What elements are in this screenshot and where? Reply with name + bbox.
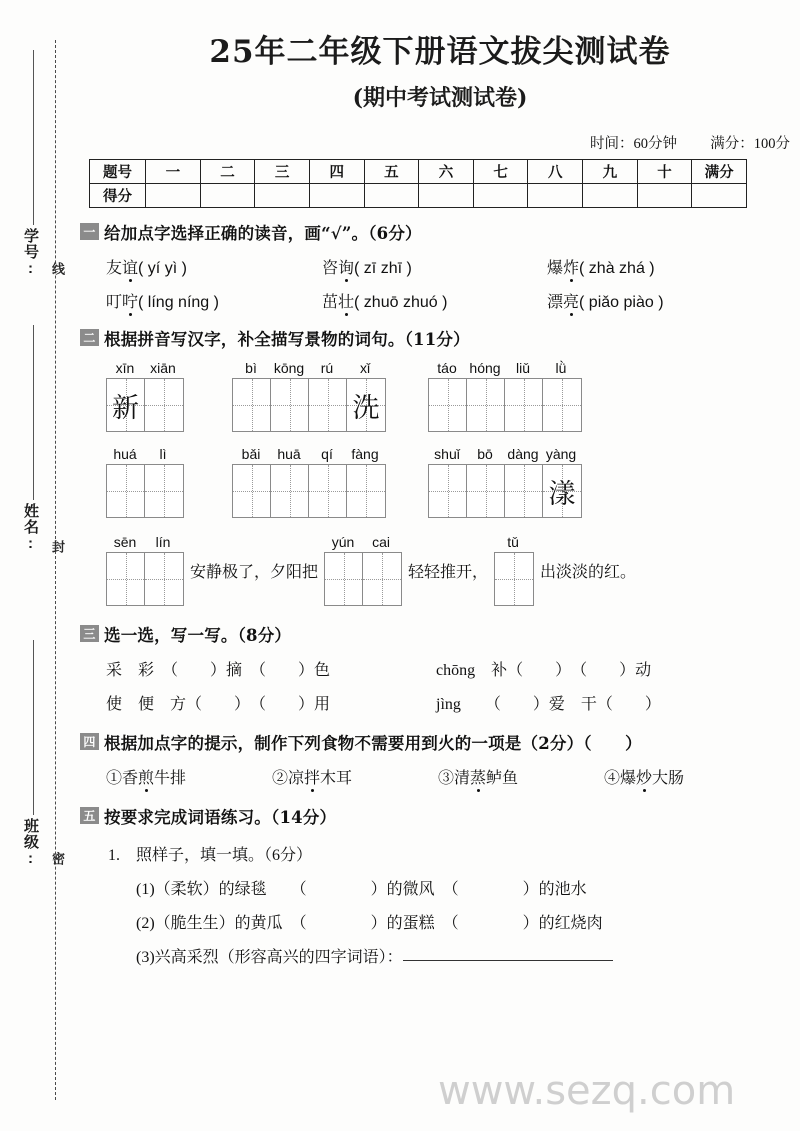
q4-option-2-label: ②凉: [272, 770, 305, 787]
q1-item-6-char-a: 漂: [547, 294, 564, 311]
q2-grid-r1-g1-cell-1[interactable]: [107, 379, 145, 431]
question-2-title: 根据拼音写汉字，补全描写景物的词句。（11分）: [104, 330, 470, 349]
q3-line-1-right[interactable]: chōng 补（ ） （ ）动: [436, 662, 652, 679]
q4-option-2[interactable]: [272, 765, 438, 788]
question-2-heading: [80, 326, 800, 350]
q2-grid-r1-g2-pinyin: [232, 360, 386, 376]
question-1-marker: 一: [80, 223, 99, 240]
margin-rule-line-3: [33, 640, 34, 815]
q4-option-4-dotted-char: 炒: [636, 770, 653, 787]
score-cell-4[interactable]: [309, 184, 364, 208]
q4-option-3-label: ③清: [438, 770, 471, 787]
score-cell-5[interactable]: [364, 184, 419, 208]
question-4-marker: 四: [80, 733, 99, 750]
q2-sentence-text-3: 出淡淡的红。: [540, 563, 637, 581]
score-row-label-number: 题号: [90, 160, 146, 184]
q1-item-2-char-a: 咨: [322, 260, 339, 277]
q2-sentence-grid-1-cell-1[interactable]: [107, 553, 145, 605]
q2-grid-r1-g2-cell-2[interactable]: [271, 379, 309, 431]
score-row-label-points: 得分: [90, 184, 146, 208]
question-4-options-row: [80, 765, 800, 788]
q2-grid-r1-g2-cell-1[interactable]: [233, 379, 271, 431]
q1-item-4-options[interactable]: ( líng níng ): [138, 294, 219, 311]
margin-field-class: 班级:: [22, 818, 39, 868]
score-col-1: 一: [146, 160, 201, 184]
score-table-row-scores: [90, 184, 747, 208]
q2-grid-r2-g1-cell-1[interactable]: [107, 465, 145, 517]
q2-grid-r2-g2-pinyin-2: huā: [277, 446, 301, 462]
q2-sentence-grid-1-pinyin: [106, 534, 184, 550]
q2-grid-r2-g3-pinyin-1: shuǐ: [434, 446, 460, 462]
page-title: 25年二年级下册语文拔尖测试卷: [209, 34, 671, 70]
q2-grid-r2-g2-cell-1[interactable]: [233, 465, 271, 517]
q2-grid-r1-g2-cell-3[interactable]: [309, 379, 347, 431]
page-subtitle: (期中考试测试卷): [352, 85, 528, 111]
q4-option-1-label: ①香: [106, 770, 139, 787]
question-5-title: 按要求完成词语练习。（14分）: [104, 808, 337, 827]
q2-grid-r1-g3-cell-3[interactable]: [505, 379, 543, 431]
question-1-row-1: [80, 255, 800, 278]
q2-grid-r1-g2-boxes: [232, 378, 386, 432]
q1-item-4-char-a: 叮: [106, 294, 123, 311]
q2-grid-r1-g1-pinyin-1: xīn: [115, 360, 135, 376]
q4-option-4-rest: 大肠: [652, 770, 685, 787]
q2-grid-r1-g3-pinyin-4: lǜ: [555, 360, 567, 376]
q2-grid-r2-g3-boxes: [428, 464, 582, 518]
q2-sentence-grid-2-pinyin-2: cai: [372, 534, 390, 550]
q1-item-5-char-a: 茁: [322, 294, 339, 311]
q1-item-1-options[interactable]: ( yí yì ): [138, 260, 187, 277]
q2-sentence-grid-1: [106, 534, 184, 606]
q1-item-1-char-b: 谊: [122, 260, 139, 277]
exam-total-label: 满分：100分: [710, 136, 790, 152]
q2-grid-r1-g3-pinyin: [428, 360, 582, 376]
q2-sentence-grid-3-cell-1[interactable]: [495, 553, 533, 605]
q2-grid-r1-g1-pinyin-2: xiān: [150, 360, 176, 376]
margin-field-name: 姓名:: [22, 503, 39, 553]
q2-grid-r1-g2-cell-4-character: 洗: [352, 392, 380, 424]
q2-grid-r2-g3: [428, 446, 582, 518]
score-cell-10[interactable]: [637, 184, 692, 208]
q2-sentence-grid-1-pinyin-2: lín: [155, 534, 171, 550]
q2-sentence-grid-1-boxes: [106, 552, 184, 606]
score-col-8: 八: [528, 160, 583, 184]
q2-grid-r2-g2-pinyin-4: fàng: [351, 446, 379, 462]
question-2-grid-row-1: [80, 360, 800, 432]
q2-sentence-text-1: 安静极了，夕阳把: [190, 563, 319, 581]
q2-grid-r2-g2-cell-3[interactable]: [309, 465, 347, 517]
seal-char-feng: 封: [50, 540, 65, 553]
q2-grid-r1-g2-pinyin-3: rú: [320, 360, 334, 376]
question-5-sub1-line-3: [80, 944, 800, 967]
q4-option-1[interactable]: [106, 765, 272, 788]
q2-grid-r1-g3-pinyin-3: liǔ: [515, 360, 530, 376]
q2-sentence-grid-3-boxes: [494, 552, 534, 606]
q2-grid-r1-g2-pinyin-2: kōng: [273, 360, 305, 376]
q2-grid-r2-g2-cell-4[interactable]: [347, 465, 385, 517]
question-5-sub1-title: 1. 照样子，填一填。（6分）: [108, 847, 313, 864]
sealing-dashed-line: [55, 40, 56, 1100]
score-cell-7[interactable]: [473, 184, 528, 208]
q2-grid-r1-g3: [428, 360, 582, 432]
q2-grid-r2-g3-pinyin: [428, 446, 582, 462]
question-2-sentence-row: [80, 534, 800, 606]
q1-item-2-char-b: 询: [338, 260, 355, 277]
margin-rule-line-1: [33, 50, 34, 225]
question-4-title[interactable]: 根据加点字的提示，制作下列食物不需要用到火的一项是（2分）（ ）: [104, 734, 642, 753]
score-col-5: 五: [364, 160, 419, 184]
q3-line-2-right[interactable]: jìng （ ）爱 干（ ）: [436, 696, 661, 713]
q2-grid-r1-g2-pinyin-1: bì: [245, 360, 257, 376]
question-2-grid-row-2: [80, 446, 800, 518]
q2-grid-r1-g3-pinyin-1: táo: [437, 360, 457, 376]
q2-grid-r2-g3-cell-4-character: 漾: [548, 478, 576, 510]
question-3-row-2: [80, 691, 800, 714]
q1-item-3-char-a: 爆: [547, 260, 564, 277]
q1-item-5-char-b: 壮: [338, 294, 355, 311]
score-table: [89, 159, 747, 208]
exam-sheet: [80, 0, 800, 1131]
q2-grid-r1-g2-cell-4[interactable]: [347, 379, 385, 431]
q1-item-6[interactable]: [547, 289, 664, 312]
q1-item-6-char-b: 亮: [563, 294, 580, 311]
score-cell-8[interactable]: [528, 184, 583, 208]
seal-char-xian: 线: [50, 262, 65, 275]
q2-grid-r2-g3-pinyin-4: yàng: [545, 446, 577, 462]
q1-item-3-options[interactable]: ( zhà zhá ): [579, 260, 655, 277]
q1-item-2[interactable]: [322, 255, 547, 278]
score-cell-2[interactable]: [200, 184, 255, 208]
question-2-marker: 二: [80, 329, 99, 346]
q1-item-3[interactable]: [547, 255, 655, 278]
exam-meta: [80, 132, 800, 153]
q4-option-2-rest: 木耳: [320, 770, 353, 787]
margin-field-student-id: 学号:: [22, 228, 39, 278]
q2-grid-r1-g1-cell-1-character: 新: [112, 392, 139, 424]
q2-sentence-grid-2-cell-1[interactable]: [325, 553, 363, 605]
exam-time-label: 时间：60分钟: [590, 136, 677, 152]
q4-option-2-dotted-char: 拌: [304, 770, 321, 787]
q2-grid-r2-g1: [106, 446, 184, 518]
q3-line-2-left[interactable]: 使 便 方（ ） （ ）用: [106, 696, 331, 713]
q2-sentence-grid-2-pinyin-1: yún: [331, 534, 355, 550]
q1-item-4-char-b: 咛: [122, 294, 139, 311]
q2-sentence-grid-1-pinyin-1: sēn: [113, 534, 137, 550]
q2-grid-r2-g3-cell-2[interactable]: [467, 465, 505, 517]
q4-option-4-label: ④爆: [604, 770, 637, 787]
score-col-2: 二: [200, 160, 255, 184]
q4-option-1-rest: 牛排: [154, 770, 187, 787]
q2-grid-r2-g3-cell-4[interactable]: [543, 465, 581, 517]
q2-grid-r2-g2-pinyin: [232, 446, 386, 462]
q1-item-5-options[interactable]: ( zhuō zhuó ): [354, 294, 448, 311]
q2-grid-r1-g3-cell-1[interactable]: [429, 379, 467, 431]
q2-sentence-grid-3: [494, 534, 534, 606]
q2-grid-r1-g1: [106, 360, 184, 432]
q2-grid-r2-g1-pinyin-2: lì: [159, 446, 167, 462]
q1-item-1[interactable]: [106, 255, 322, 278]
question-3-title: 选一选，写一写。（8分）: [104, 626, 292, 645]
q4-option-3-dotted-char: 蒸: [470, 770, 487, 787]
q2-grid-r2-g3-cell-1[interactable]: [429, 465, 467, 517]
q2-grid-r2-g2-boxes: [232, 464, 386, 518]
q2-grid-r1-g2-pinyin-4: xǐ: [359, 360, 371, 376]
q5-line-3-text: (3)兴高采烈（形容高兴的四字词语）：: [136, 949, 403, 966]
question-5-sub1-line-1[interactable]: (1)（柔软）的绿毯 （ ）的微风 （ ）的池水: [136, 881, 587, 898]
margin-rule-line-2: [33, 325, 34, 500]
q4-option-3-rest: 鲈鱼: [486, 770, 519, 787]
binding-margin: [0, 0, 80, 1131]
q2-grid-r2-g3-cell-3[interactable]: [505, 465, 543, 517]
question-1-heading: [80, 220, 800, 244]
q3-line-1-left[interactable]: 采 彩 （ ）摘 （ ）色: [106, 662, 331, 679]
q2-grid-r2-g1-boxes: [106, 464, 184, 518]
q4-option-1-dotted-char: 煎: [138, 770, 155, 787]
score-col-6: 六: [419, 160, 474, 184]
question-4-heading: [80, 730, 800, 754]
question-3-row-1: [80, 657, 800, 680]
score-col-total: 满分: [692, 160, 747, 184]
question-5-marker: 五: [80, 807, 99, 824]
q2-grid-r1-g1-pinyin: [106, 360, 184, 376]
q1-item-3-char-b: 炸: [563, 260, 580, 277]
question-5-heading: [80, 804, 800, 828]
q2-grid-r1-g3-cell-2[interactable]: [467, 379, 505, 431]
q2-sentence-grid-3-pinyin: [494, 534, 534, 550]
q2-sentence-grid-2-pinyin: [324, 534, 402, 550]
q2-grid-r2-g1-pinyin-1: huá: [113, 446, 137, 462]
score-col-4: 四: [309, 160, 364, 184]
q2-sentence-grid-3-pinyin-1: tǔ: [507, 534, 519, 550]
score-cell-6[interactable]: [419, 184, 474, 208]
q2-grid-r2-g3-pinyin-2: bō: [477, 446, 493, 462]
question-1-row-2: [80, 289, 800, 312]
score-cell-9[interactable]: [583, 184, 638, 208]
question-3-marker: 三: [80, 625, 99, 642]
q2-grid-r1-g2: [232, 360, 386, 432]
score-cell-1[interactable]: [146, 184, 201, 208]
q2-grid-r1-g3-cell-4[interactable]: [543, 379, 581, 431]
q1-item-2-options[interactable]: ( zī zhī ): [354, 260, 412, 277]
score-col-9: 九: [583, 160, 638, 184]
q1-item-1-char-a: 友: [106, 260, 123, 277]
q2-grid-r1-g1-cell-2[interactable]: [145, 379, 183, 431]
q2-grid-r2-g1-pinyin: [106, 446, 184, 462]
score-col-7: 七: [473, 160, 528, 184]
q2-sentence-grid-2-boxes: [324, 552, 402, 606]
q1-item-4[interactable]: [106, 289, 322, 312]
q2-sentence-text-2: 轻轻推开，: [408, 563, 489, 581]
question-3-heading: [80, 622, 800, 646]
score-table-row-header: [90, 160, 747, 184]
q2-grid-r2-g2-pinyin-3: qí: [321, 446, 333, 462]
q2-grid-r2-g2: [232, 446, 386, 518]
q5-line-3-answer-blank[interactable]: [403, 944, 613, 961]
question-1-title: 给加点字选择正确的读音，画“√”。（6分）: [104, 224, 422, 243]
question-5-sub1-line-2[interactable]: (2)（脆生生）的黄瓜 （ ）的蛋糕 （ ）的红烧肉: [136, 915, 603, 932]
q2-grid-r1-g1-boxes: [106, 378, 184, 432]
q1-item-6-options[interactable]: ( piǎo piào ): [579, 294, 664, 311]
site-watermark: www.sezq.com: [438, 1068, 736, 1114]
q4-option-4[interactable]: [604, 765, 684, 788]
score-cell-3[interactable]: [255, 184, 310, 208]
q2-sentence-grid-1-cell-2[interactable]: [145, 553, 183, 605]
q2-grid-r2-g1-cell-2[interactable]: [145, 465, 183, 517]
q2-sentence-grid-2-cell-2[interactable]: [363, 553, 401, 605]
score-cell-total[interactable]: [692, 184, 747, 208]
seal-char-mi: 密: [50, 852, 65, 865]
q2-grid-r2-g2-cell-2[interactable]: [271, 465, 309, 517]
q2-sentence-grid-2: [324, 534, 402, 606]
q2-grid-r1-g3-pinyin-2: hóng: [469, 360, 501, 376]
q2-grid-r2-g3-pinyin-3: dàng: [507, 446, 539, 462]
q4-option-3[interactable]: [438, 765, 604, 788]
score-col-10: 十: [637, 160, 692, 184]
q2-grid-r2-g2-pinyin-1: bǎi: [241, 446, 261, 462]
score-col-3: 三: [255, 160, 310, 184]
q2-grid-r1-g3-boxes: [428, 378, 582, 432]
q1-item-5[interactable]: [322, 289, 547, 312]
